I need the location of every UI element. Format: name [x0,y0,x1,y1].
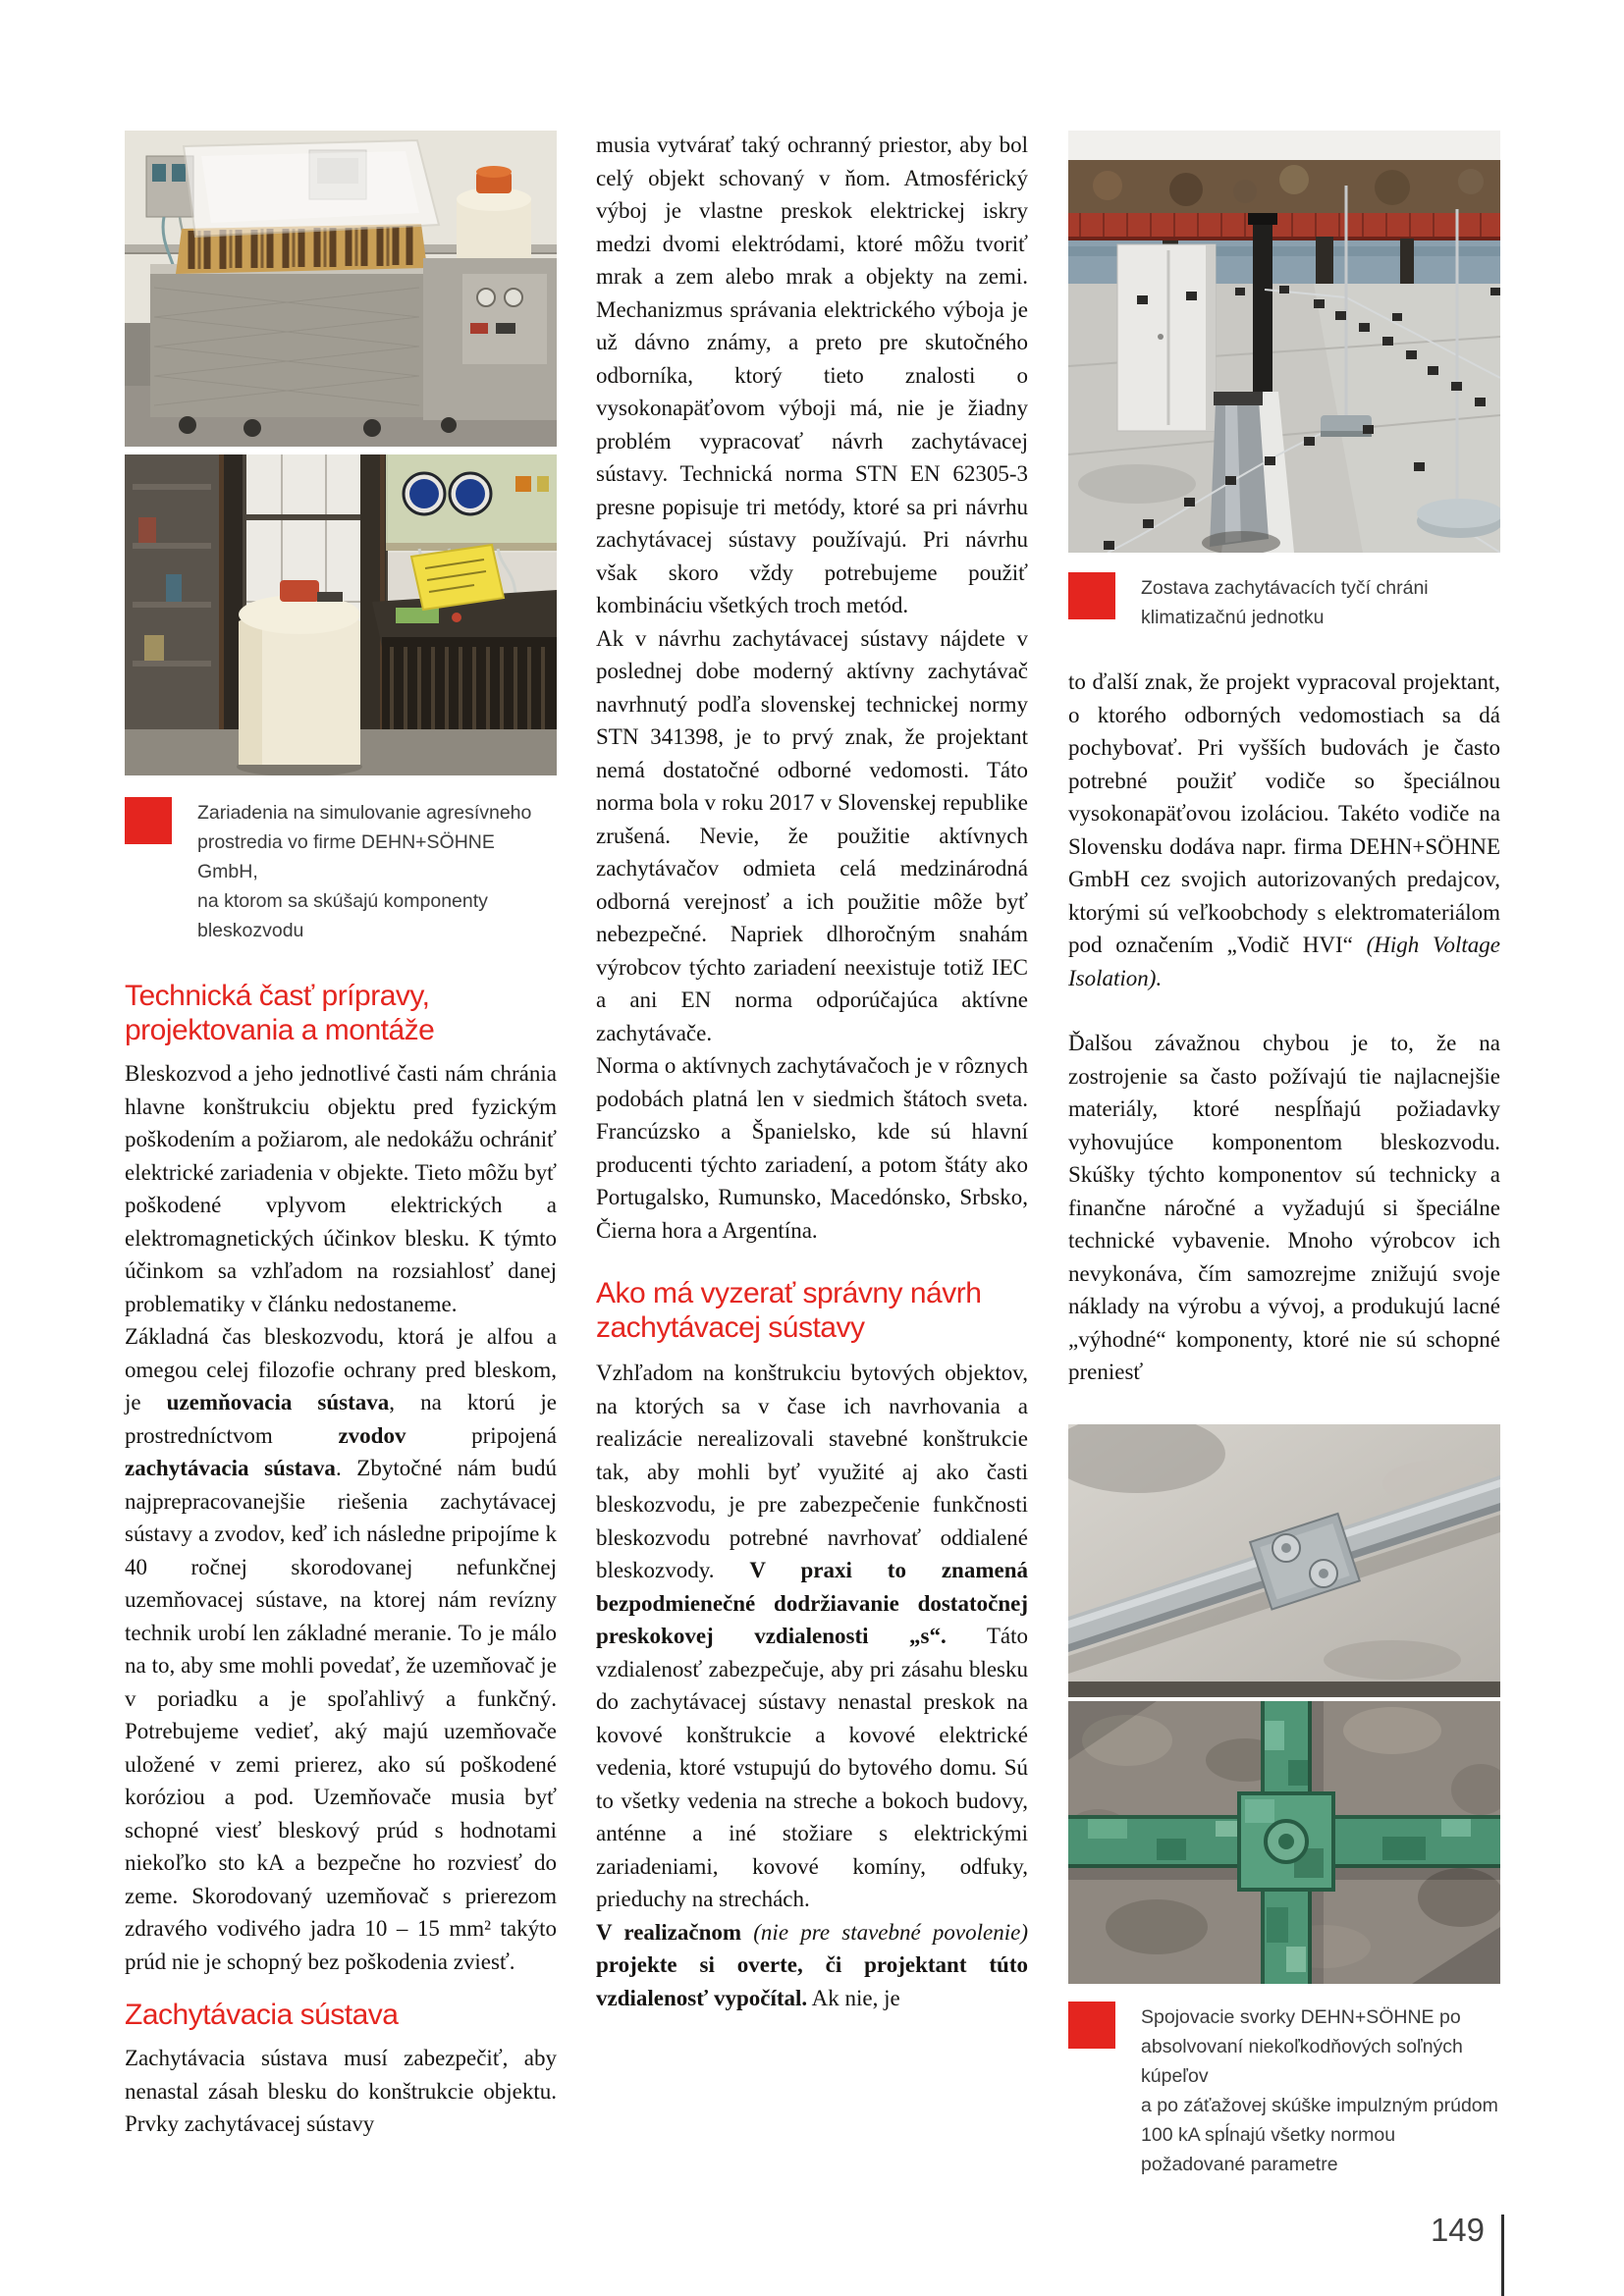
column-middle [596,0,1028,2014]
photo-salt-test-chamber [125,131,557,447]
page-number: 149 [1430,2212,1485,2248]
figure-caption-top-left [125,797,557,945]
heading-line: Ako má vyzerať správny návrh [596,1277,982,1309]
heading-line: Technická časť prípravy, [125,980,430,1012]
column-right [1068,0,1500,2179]
photo-corroded-copper-clamp [1068,1701,1500,1984]
caption-marker-square [1068,2002,1115,2049]
caption-line: a po záťažovej skúške impulzným prúdom [1141,2094,1498,2116]
caption-text [197,798,557,945]
caption-line: Zostava zachytávacích tyčí chráni [1141,577,1429,599]
middle-body-paragraphs-2 [596,1357,1028,2014]
caption-text [1141,2002,1500,2179]
paragraph: Vzhľadom na konštrukciu bytových objektov, na ktorých sa v čase ich navrhovania a realizácie nerealizovali stavebné konštrukcie tak, aby mohli byť využité aj ako časti bleskozvodu, je pre zabezpečenie funkčnosti bleskozvodu potrebné navrhovať oddialené bleskozvody. V praxi to znamená bezpodmienečné dodržiavanie dostatočnej preskokovej vzdialenosti „s“. Táto vzdialenosť zabezpečuje, aby pri zásahu blesku do zachytávacej sústavy nenastal preskok na kovové konštrukcie a kovové elektrické vedenia, ktoré vstupujú do bytového domu. Sú to všetky vedenia na streche a bokoch budovy, anténne a iné stožiare s elektrickými zariadeniami, kovové komíny, odfuky, prieduchy na strechách. [596,1361,1029,1911]
left-body-paragraphs-2 [125,2042,557,2141]
section-heading-correct-design [596,1276,1028,1345]
column-left [125,0,557,2141]
paragraph: Ak v návrhu zachytávacej sústavy nájdete v poslednej dobe moderný aktívny zachytávač navrhnutý podľa slovenskej technickej normy STN 341398, je to prvý znak, že projektant nemá dostatočné odborné vedomosti. Táto norma bola v roku 2017 v Slovenskej republike zrušená. Nevie, že použitie aktívnych zachytávačov odmieta celá medzinárodná odborná verejnosť a ich použitie môže byť nebezpečné. Napriek dlhoročným snahám výrobcov týchto zariadení neexistuje totiž IEC a ani EN norma odporúčajúca aktívne zachytávače. [596,625,1028,1045]
figure-caption-clamps [1068,2002,1500,2179]
caption-marker-square [125,797,172,844]
caption-line: 100 kA spĺnajú všetky normou [1141,2123,1396,2146]
paragraph: Bleskozvod a jeho jednotlivé časti nám chránia hlavne konštrukciu objektu pred fyzickým poškodením a požiarom, ale nedokážu ochrániť elektrické zariadenia v objekte. Tieto môžu byť poškodené vplyvom elektrických a elektromagnetických účinkov blesku. K týmto účinkom sa vzhľadom na rozsiahlosť danej problematiky v článku nedostaneme. [125,1061,557,1316]
caption-line: klimatizačnú jednotku [1141,607,1325,628]
caption-line: na ktorom sa skúšajú komponenty bleskozvodu [197,890,488,941]
left-body-paragraphs [125,1057,557,1978]
page-number-rule [1501,2215,1504,2296]
right-body-paragraphs [1068,666,1500,1389]
caption-marker-square [1068,572,1115,619]
caption-line: požadované parametre [1141,2153,1338,2175]
figure-caption-roof [1068,572,1500,632]
photo-roof-air-termination-rods [1068,131,1500,553]
photo-galvanized-clamp [1068,1424,1500,1697]
section-heading-interception-system: Zachytávacia sústava [125,1999,399,2031]
paragraph: Zachytávacia sústava musí zabezpečiť, aby nenastal zásah blesku do konštrukcie objektu. Prvky zachytávacej sústavy [125,2046,557,2136]
caption-line: Zariadenia na simulovanie agresívneho [197,802,532,824]
paragraph: musia vytvárať taký ochranný priestor, aby bol celý objekt schovaný v ňom. Atmosférický výboj je vlastne preskok elektrickej iskry medzi dvomi elektródami, ktoré môžu tvoriť mrak a zem alebo mrak a objekty na zemi. Mechanizmus správania elektrického výboja je už dávno známy, a preto pre skutočného odborníka, ktorý tieto znalosti o vysokonapäťovom výboji má, nie je žiadny problém vypracovať návrh zachytávacej sústavy. Technická norma STN EN 62305-3 presne popisuje tri metódy, ktoré sa pri návrhu zachytávacej sústavy používajú. Pri návrhu však skoro vždy potrebujeme použiť kombináciu všetkých troch metód. [596,133,1028,617]
paragraph: Ďalšou závažnou chybou je to, že na zostrojenie sa často požívajú tie najlacnejšie materiály, ktoré nespĺňajú požiadavky vyhovujúce komponentom bleskozvodu. Skúšky týchto komponentov sú technicky a finančne náročné a vyžadujú si špeciálne technické vybavenie. Mnoho výrobcov ich nevykonáva, čím samozrejme znižujú svoje náklady na výrobu a vývoj, a produkujú lacné „výhodné“ komponenty, ktoré nie sú schopné preniesť [1068,1031,1500,1384]
caption-line: prostredia vo firme DEHN+SÖHNE GmbH, [197,831,495,882]
paragraph: Základná čas bleskozvodu, ktorá je alfou a omegou celej filozofie ochrany pred bleskom, je uzemňovacia sústava, na ktorú je prostredníctvom zvodov pripojená zachytávacia sústava. Zbytočné nám budú najprepracovanejšie riešenia zachytávacej sústavy a zvodov, keď ich následne pripojíme k 40 ročnej skorodovanej nefunkčnej uzemňovacej sústave, na ktorej nám revízny technik urobí len základné meranie. To je málo na to, aby sme mohli povedať, že uzemňovač je v poriadku a je spoľahlivý a funkčný. Potrebujeme vedieť, aký majú uzemňovače uložené v zemi prierez, ako sú poškodené koróziou a pod. Uzemňovače musia byť schopné viesť bleskový prúd s hodnotami niekoľko sto kA a bezpečne ho rozviesť do zeme. Skorodovaný uzemňovač s prierezom zdravého vodivého jadra 10 – 15 mm² takýto prúd nie je schopný bez poškodenia zviesť. [125,1324,558,1974]
heading-line: projektovania a montáže [125,1014,435,1046]
caption-text [1141,573,1429,632]
middle-body-paragraphs [596,129,1028,1247]
caption-line: Spojovacie svorky DEHN+SÖHNE po [1141,2005,1461,2028]
paragraph: Norma o aktívnych zachytávačoch je v rôznych podobách platná len v siedmich štátoch sveta. Francúzsko a Španielsko, kde sú hlavní producenti týchto zariadení, a potom štáty ako Portugalsko, Rumunsko, Macedónsko, Srbsko, Čierna hora a Argentína. [596,1053,1028,1243]
paragraph: to ďalší znak, že projekt vypracoval projektant, o ktorého odborných vedomostiach sa dá pochybovať. Pri vyšších budovách je často potrebné použiť vodiče so špeciálnou vysokonapäťovou izoláciou. Takéto vodiče na Slovensku dodáva napr. firma DEHN+SÖHNE GmbH cez svojich autorizovaných predajcov, ktorými sú veľkoobchody s elektromateriálom pod označením „Vodič HVI“ (High Voltage Isolation). [1068,669,1500,990]
paragraph: V realizačnom (nie pre stavebné povolenie) projekte si overte, či projektant túto vzdialenosť vypočítal. Ak nie, je [596,1919,1028,2010]
photo-lab-equipment [125,454,557,775]
section-heading-technical-part [125,979,557,1047]
heading-line: zachytávacej sústavy [596,1311,865,1344]
caption-line: absolvovaní niekoľkodňových soľných kúpeľov [1141,2035,1463,2087]
